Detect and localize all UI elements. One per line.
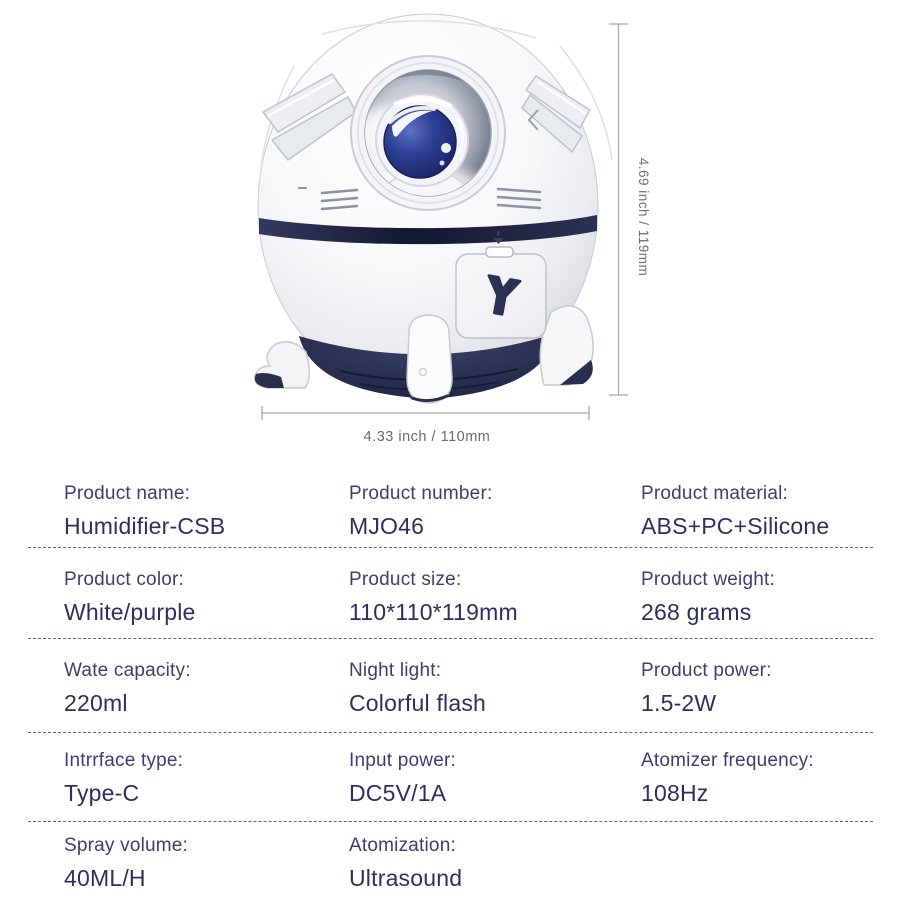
spec-label: Atomization: [349,835,456,856]
hatch-latch [486,247,513,257]
spec-product-power [641,659,772,717]
width-dimension-label: 4.33 inch / 110mm [363,429,491,445]
spec-atomizer-frequency [641,749,814,807]
spec-spray-volume [64,834,188,892]
spec-value: 40ML/H [64,865,146,891]
spec-interface-type [64,749,183,807]
spec-value: 108Hz [641,780,709,806]
spec-product-name [64,482,225,540]
row-divider [28,821,873,822]
height-dimension-line [609,24,628,395]
spec-label: Product number: [349,483,493,504]
spec-value: ABS+PC+Silicone [641,513,830,539]
spec-value: Humidifier-CSB [64,513,226,539]
spec-label: Product material: [641,483,789,504]
spec-value: 268 grams [641,599,752,625]
spec-product-material [641,482,829,540]
spec-label: Atomizer frequency: [641,750,814,771]
spec-atomization [349,834,462,892]
spec-value: Ultrasound [349,865,463,891]
spec-label: Intrrface type: [64,750,184,771]
spec-label: Product name: [64,483,191,504]
width-dimension-line [262,406,589,420]
spec-value: Colorful flash [349,690,487,716]
spec-label: Spray volume: [64,835,189,856]
spec-value: 110*110*119mm [349,599,518,625]
spec-label: Input power: [349,750,456,771]
spec-value: DC5V/1A [349,780,447,806]
spec-water-capacity [64,659,191,717]
spec-product-number [349,482,492,540]
spec-product-size [349,568,518,626]
leg-right [540,306,593,385]
spec-value: Type-C [64,780,140,806]
height-dimension-label: 4.69 inch / 119mm [636,157,651,277]
leg-left [255,342,310,388]
row-divider [28,638,873,639]
spec-label: Wate capacity: [64,660,191,681]
spec-label: Night light: [349,660,442,681]
spec-label: Product size: [349,569,462,590]
spec-input-power [349,749,456,807]
row-divider [28,547,873,548]
spec-table [0,460,900,900]
leg-center [407,315,452,403]
spec-value: White/purple [64,599,196,625]
row-divider [28,732,873,733]
spec-label: Product color: [64,569,185,590]
spec-label: Product weight: [641,569,775,590]
spec-value: 1.5-2W [641,690,717,716]
spec-product-weight [641,568,775,626]
spec-night-light [349,659,486,717]
spec-value: MJO46 [349,513,425,539]
spec-value: 220ml [64,690,128,716]
spec-product-color [64,568,196,626]
astronaut-helmet-icon [376,94,468,186]
spec-label: Product power: [641,660,772,681]
